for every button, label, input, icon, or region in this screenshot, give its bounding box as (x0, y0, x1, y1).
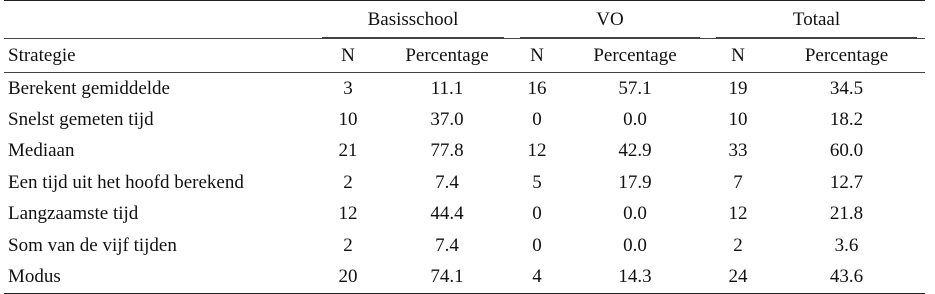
table-cell: 18.2 (829, 108, 864, 130)
table-cell: 19 (728, 77, 748, 99)
table-cell: 11.1 (430, 77, 464, 99)
table-row (4, 262, 925, 294)
table-row (4, 199, 925, 231)
group-header-empty (4, 1, 314, 39)
table-cell: 0.0 (623, 108, 647, 130)
table-cell: 60.0 (829, 140, 864, 162)
row-strategy-label: Een tijd uit het hoofd berekend (8, 171, 244, 193)
table-cell: 7.4 (435, 171, 459, 193)
group-label-vo: VO (596, 8, 624, 30)
table-cell: 20 (314, 262, 382, 294)
table-cell: 12.7 (829, 171, 864, 193)
group-header-totaal (708, 1, 925, 39)
column-header-percentage-basisschool: Percentage (382, 39, 512, 73)
table-cell: 0 (532, 108, 542, 130)
table-cell: 57.1 (618, 77, 652, 99)
table-cell: 16 (527, 77, 547, 99)
column-header-n-totaal: N (708, 39, 768, 73)
table-cell: 4 (512, 262, 562, 294)
table-cell: 34.5 (829, 77, 864, 99)
table-cell: 24 (708, 262, 768, 294)
table-cell: 0 (532, 234, 542, 256)
table-cell: 5 (532, 171, 542, 193)
table-row (4, 230, 925, 262)
column-header-row (4, 39, 925, 73)
group-label-basisschool: Basisschool (367, 8, 459, 30)
table-cell: 21.8 (829, 203, 864, 225)
row-strategy-label: Modus (4, 262, 314, 294)
group-label-totaal: Totaal (792, 8, 841, 30)
table-cell: 43.6 (768, 262, 925, 294)
row-strategy-label: Mediaan (8, 140, 75, 162)
row-strategy-label: Langzaamste tijd (8, 203, 139, 225)
table-cell: 77.8 (430, 140, 464, 162)
table-cell: 42.9 (618, 140, 652, 162)
table-cell: 12 (338, 203, 358, 225)
table-cell: 0.0 (623, 234, 647, 256)
table-cell: 37.0 (430, 108, 464, 130)
column-header-n-basisschool: N (314, 39, 382, 73)
column-header-strategie: Strategie (4, 39, 314, 73)
row-strategy-label: Snelst gemeten tijd (8, 108, 154, 130)
table-cell: 7 (733, 171, 743, 193)
group-header-row (4, 1, 925, 39)
table-row (4, 136, 925, 168)
table-cell: 2 (343, 171, 353, 193)
strategy-table-container (4, 0, 925, 294)
table-cell: 2 (733, 234, 743, 256)
table-row (4, 104, 925, 136)
table-cell: 3.6 (834, 234, 859, 256)
table-cell: 33 (728, 140, 748, 162)
table-cell: 44.4 (430, 203, 464, 225)
column-header-percentage-vo: Percentage (562, 39, 708, 73)
table-cell: 17.9 (618, 171, 652, 193)
column-header-percentage-totaal: Percentage (768, 39, 925, 73)
table-cell: 14.3 (562, 262, 708, 294)
table-cell: 10 (338, 108, 358, 130)
table-row (4, 167, 925, 199)
table-row (4, 73, 925, 105)
table-cell: 7.4 (435, 234, 459, 256)
table-cell: 0.0 (623, 203, 647, 225)
table-cell: 2 (343, 234, 353, 256)
table-cell: 0 (532, 203, 542, 225)
table-cell: 21 (338, 140, 358, 162)
strategy-table (4, 0, 925, 294)
group-header-basisschool (314, 1, 512, 39)
table-cell: 12 (728, 203, 748, 225)
table-cell: 10 (728, 108, 748, 130)
group-header-vo (512, 1, 708, 39)
table-cell: 74.1 (382, 262, 512, 294)
row-strategy-label: Som van de vijf tijden (8, 234, 177, 256)
table-cell: 3 (343, 77, 353, 99)
column-header-n-vo: N (512, 39, 562, 73)
row-strategy-label: Berekent gemiddelde (8, 77, 170, 99)
table-cell: 12 (527, 140, 547, 162)
